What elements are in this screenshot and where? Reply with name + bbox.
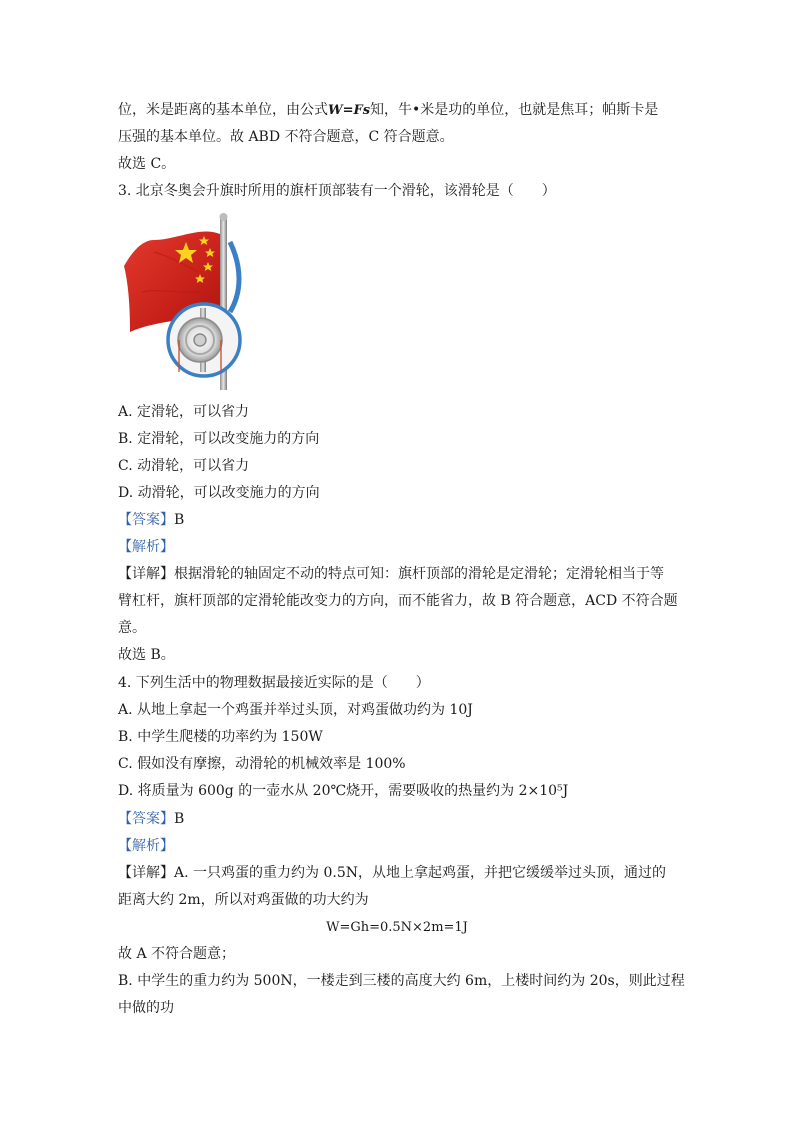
detail-3-line-2: 臂杠杆，旗杆顶部的定滑轮能改变力的方向，而不能省力，故 B 符合题意，ACD 不符合题: [118, 593, 678, 609]
option-4b: B. 中学生爬楼的功率约为 150W: [118, 729, 323, 745]
text-line-1: [118, 100, 658, 121]
blue-arc: [230, 242, 239, 312]
option-4d: D. 将质量为 600g 的一壶水从 20℃烧开，需要吸收的热量约为 2×10⁵J: [118, 783, 569, 799]
question-4: 4. 下列生活中的物理数据最接近实际的是（ ）: [118, 675, 430, 691]
analysis-label-4: 【解析】: [118, 838, 174, 854]
option-3b: B. 定滑轮，可以改变施力的方向: [118, 431, 320, 447]
detail-4-line-1: [118, 863, 666, 883]
detail-4-line-4: B. 中学生的重力约为 500N，一楼走到三楼的高度大约 6m，上楼时间约为 20s，则此过程: [118, 973, 685, 989]
answer-3: [118, 510, 184, 530]
detail-label: 【详解】: [118, 566, 174, 582]
detail-text: A. 一只鸡蛋的重力约为 0.5N，从地上拿起鸡蛋，并把它缓缓举过头顶，通过的: [174, 865, 666, 881]
text-segment: 位，米是距离的基本单位，由公式: [118, 102, 328, 118]
detail-4-line-3: 故 A 不符合题意；: [118, 946, 236, 962]
answer-value: B: [174, 512, 185, 528]
option-3a: A. 定滑轮，可以省力: [118, 404, 250, 420]
conclusion-line: 故选 C。: [118, 156, 176, 172]
option-3c: C. 动滑轮，可以省力: [118, 458, 250, 474]
detail-3-line-3: 意。: [118, 620, 146, 636]
detail-3-line-1: [118, 564, 664, 584]
answer-label: 【答案】: [118, 512, 174, 528]
flag-pulley-figure: [118, 212, 248, 392]
answer-label: 【答案】: [118, 811, 174, 827]
analysis-label-3: 【解析】: [118, 539, 174, 555]
question-3: 3. 北京冬奥会升旗时所用的旗杆顶部装有一个滑轮，该滑轮是（ ）: [118, 183, 556, 199]
text-line-2: 压强的基本单位。故 ABD 不符合题意，C 符合题意。: [118, 129, 454, 145]
option-4a: A. 从地上拿起一个鸡蛋并举过头顶，对鸡蛋做功约为 10J: [118, 702, 473, 718]
option-4c: C. 假如没有摩擦，动滑轮的机械效率是 100%: [118, 756, 406, 772]
formula-w-fs: W=Fs: [328, 103, 371, 118]
equation-work: W=Gh=0.5N×2m=1J: [326, 920, 468, 935]
conclusion-3: 故选 B。: [118, 647, 175, 663]
answer-4: [118, 809, 184, 829]
answer-value: B: [174, 811, 185, 827]
detail-4-line-2: 距离大约 2m，所以对鸡蛋做的功大约为: [118, 892, 369, 908]
detail-label: 【详解】: [118, 865, 174, 881]
text-segment: 知，牛•米是功的单位，也就是焦耳；帕斯卡是: [370, 102, 659, 118]
detail-4-line-5: 中做的功: [118, 1000, 174, 1016]
detail-text: 根据滑轮的轴固定不动的特点可知：旗杆顶部的滑轮是定滑轮；定滑轮相当于等: [174, 566, 664, 582]
option-3d: D. 动滑轮，可以改变施力的方向: [118, 485, 320, 501]
